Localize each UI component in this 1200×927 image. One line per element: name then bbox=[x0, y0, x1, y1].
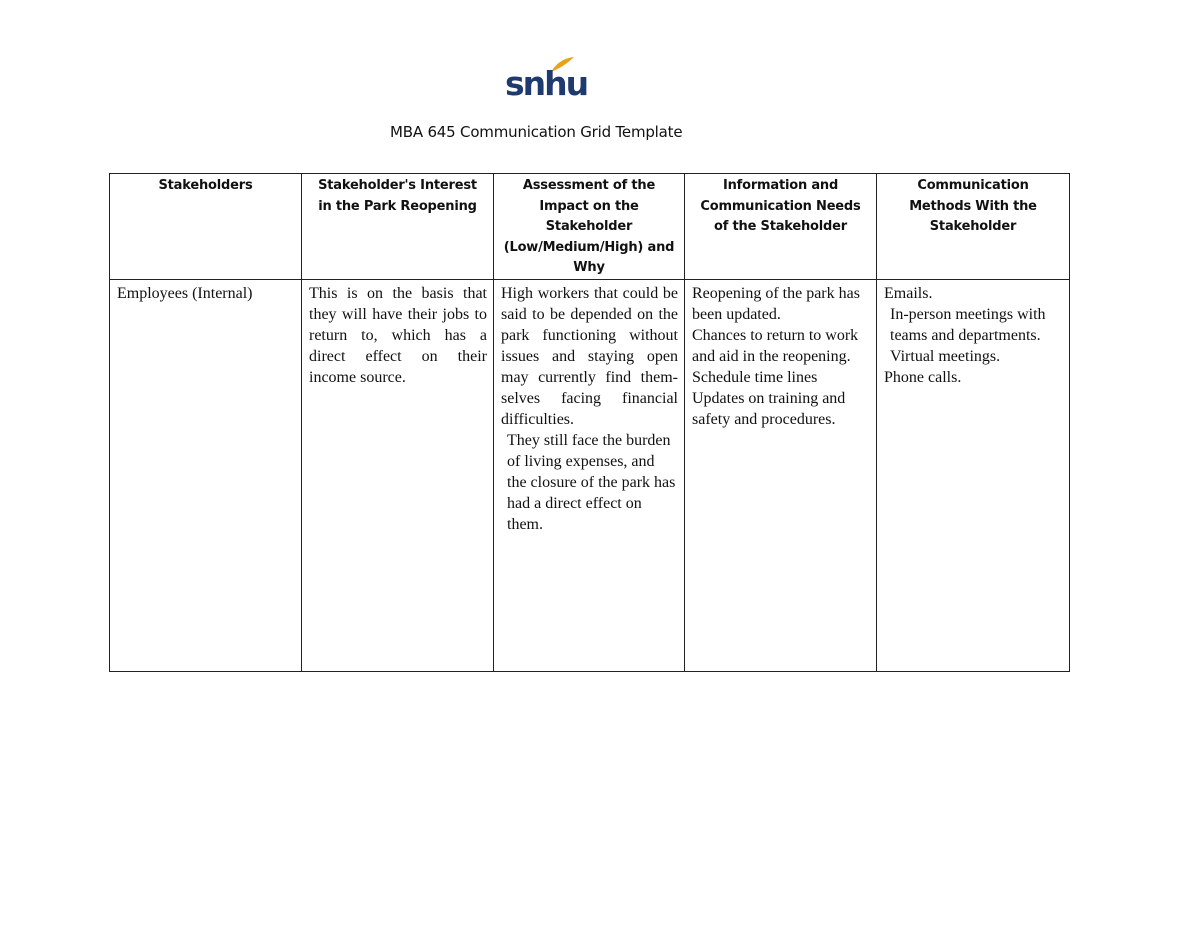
method-item: Emails. bbox=[884, 284, 933, 302]
info-item: Updates on training and safety and procedures. bbox=[692, 389, 846, 428]
header-stakeholders: Stakeholders bbox=[110, 174, 302, 280]
table-row bbox=[110, 279, 1070, 671]
info-item: Chances to return to work and aid in the reopening. bbox=[692, 326, 859, 365]
header-info-needs: Information and Communication Needs of the Stakeholder bbox=[685, 174, 877, 280]
cell-info-needs bbox=[685, 279, 877, 671]
cell-methods bbox=[877, 279, 1070, 671]
method-item: Virtual meetings. bbox=[890, 347, 1001, 365]
method-item: Phone calls. bbox=[884, 368, 962, 386]
header-impact: Assessment of the Impact on the Stakeholder (Low/Medium/High) and Why bbox=[494, 174, 685, 280]
impact-text-1: High workers that could be said to be depended on the park functioning without issues and staying open may currently find them-selves facing financial difficulties. bbox=[501, 284, 678, 428]
impact-text-2: They still face the burden of living expenses, and the closure of the park has had a direct effect on them. bbox=[507, 431, 676, 533]
interest-text: This is on the basis that they will have their jobs to return to, which has a direct effect on their income source. bbox=[309, 284, 487, 386]
header-row bbox=[110, 174, 1070, 280]
communication-grid-table bbox=[109, 173, 1070, 672]
info-item: Reopening of the park has been updated. bbox=[692, 284, 860, 323]
cell-interest bbox=[302, 279, 494, 671]
header-methods: Communication Methods With the Stakeholder bbox=[877, 174, 1070, 280]
logo-text: snhu bbox=[505, 64, 588, 103]
header-interest: Stakeholder's Interest in the Park Reopening bbox=[302, 174, 494, 280]
cell-stakeholder: Employees (Internal) bbox=[110, 279, 302, 671]
method-item: In-person meetings with teams and departments. bbox=[890, 305, 1046, 344]
cell-impact bbox=[494, 279, 685, 671]
info-item: Schedule time lines bbox=[692, 368, 818, 386]
page-title: MBA 645 Communication Grid Template bbox=[390, 123, 683, 141]
snhu-logo bbox=[505, 56, 588, 104]
